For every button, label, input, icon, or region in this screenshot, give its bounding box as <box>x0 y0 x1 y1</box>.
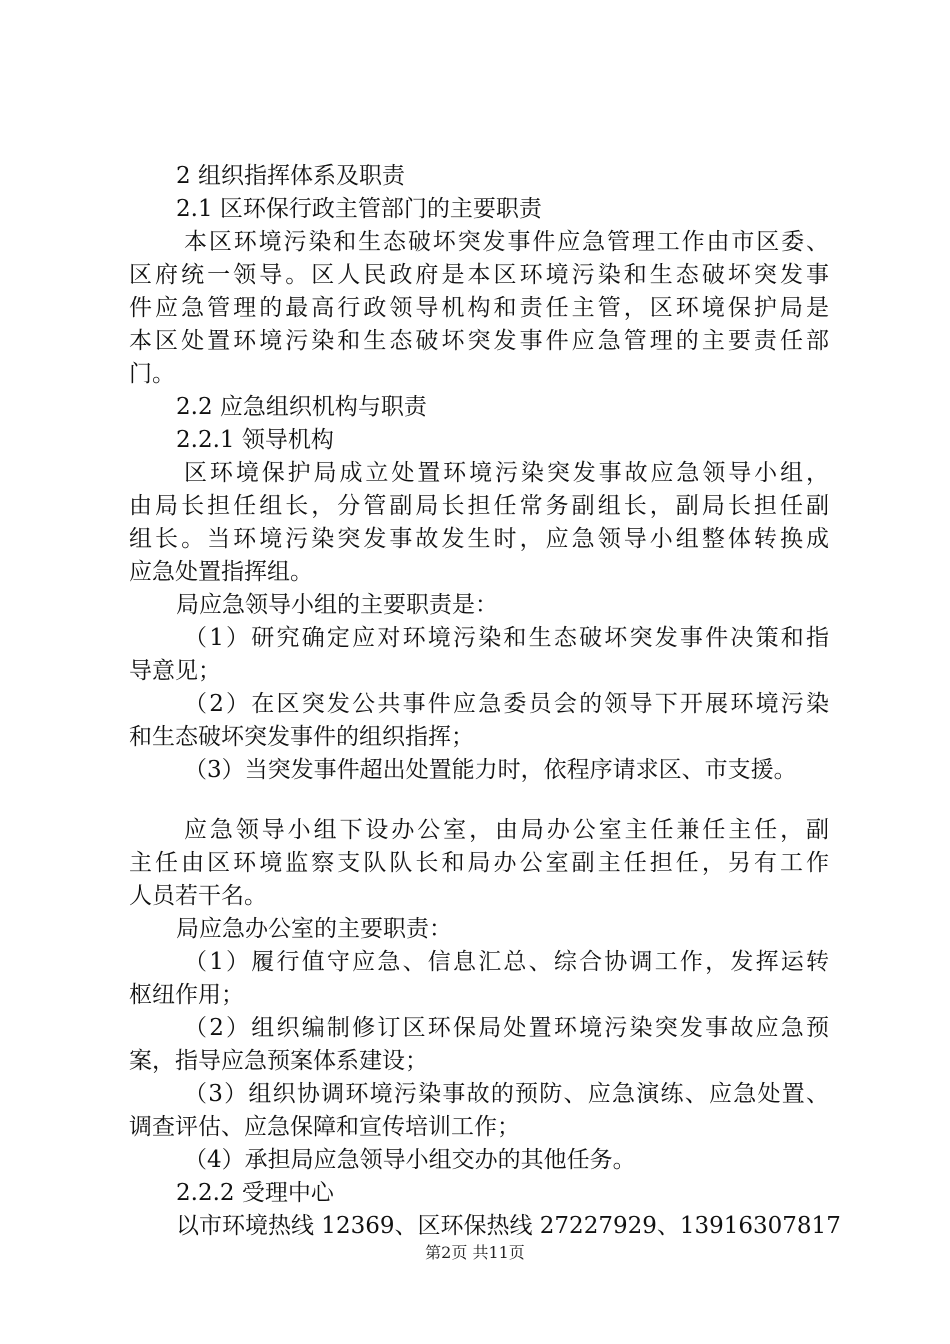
list-item-line: 案，指导应急预案体系建设； <box>129 1048 428 1074</box>
list-item-line: 和生态破坏突发事件的组织指挥； <box>129 724 474 750</box>
section-heading: 2 组织指挥体系及职责 <box>176 163 405 189</box>
list-item-line: （2）在区突发公共事件应急委员会的领导下开展环境污染 <box>184 691 829 717</box>
paragraph-line: 区府统一领导。区人民政府是本区环境污染和生态破坏突发事 <box>129 262 829 288</box>
paragraph-line: 件应急管理的最高行政领导机构和责任主管，区环境保护局是 <box>129 295 829 321</box>
subsection-heading: 2.2.1 领导机构 <box>176 427 334 453</box>
list-item-line: 调查评估、应急保障和宣传培训工作； <box>129 1114 520 1140</box>
list-item-line: （2）组织编制修订区环保局处置环境污染突发事故应急预 <box>184 1015 829 1041</box>
list-item-line: 枢纽作用； <box>129 982 244 1008</box>
subsection-heading: 2.1 区环保行政主管部门的主要职责 <box>176 196 542 222</box>
paragraph-line: 应急领导小组下设办公室，由局办公室主任兼任主任，副 <box>184 817 829 843</box>
subsection-heading: 2.2.2 受理中心 <box>176 1180 334 1206</box>
paragraph-line: 本区处置环境污染和生态破坏突发事件应急管理的主要责任部 <box>129 328 829 354</box>
list-item-line: （1）履行值守应急、信息汇总、综合协调工作，发挥运转 <box>184 949 829 975</box>
list-item-line: （1）研究确定应对环境污染和生态破坏突发事件决策和指 <box>184 625 829 651</box>
list-item-line: （3）当突发事件超出处置能力时，依程序请求区、市支援。 <box>184 757 797 783</box>
paragraph-line: 区环境保护局成立处置环境污染突发事故应急领导小组， <box>184 460 829 486</box>
paragraph-line: 人员若干名。 <box>129 883 267 909</box>
paragraph-line: 门。 <box>129 361 175 387</box>
paragraph-line: 由局长担任组长，分管副局长担任常务副组长，副局长担任副 <box>129 493 829 519</box>
page-footer: 第2页 共11页 <box>425 1243 525 1262</box>
paragraph-line: 主任由区环境监察支队队长和局办公室副主任担任，另有工作 <box>129 850 829 876</box>
paragraph-line: 应急处置指挥组。 <box>129 559 313 585</box>
subsection-heading: 2.2 应急组织机构与职责 <box>176 394 427 420</box>
paragraph-line: 组长。当环境污染突发事故发生时，应急领导小组整体转换成 <box>129 526 829 552</box>
list-item-line: （4）承担局应急领导小组交办的其他任务。 <box>184 1147 636 1173</box>
list-item-line: 导意见； <box>129 658 221 684</box>
list-item-line: （3）组织协调环境污染事故的预防、应急演练、应急处置、 <box>184 1081 829 1107</box>
paragraph-line: 局应急领导小组的主要职责是： <box>176 592 498 618</box>
paragraph-line: 本区环境污染和生态破坏突发事件应急管理工作由市区委、 <box>184 229 829 255</box>
paragraph-line: 局应急办公室的主要职责： <box>176 916 452 942</box>
paragraph-line: 以市环境热线 12369、区环保热线 27227929、13916307817 <box>176 1213 841 1239</box>
